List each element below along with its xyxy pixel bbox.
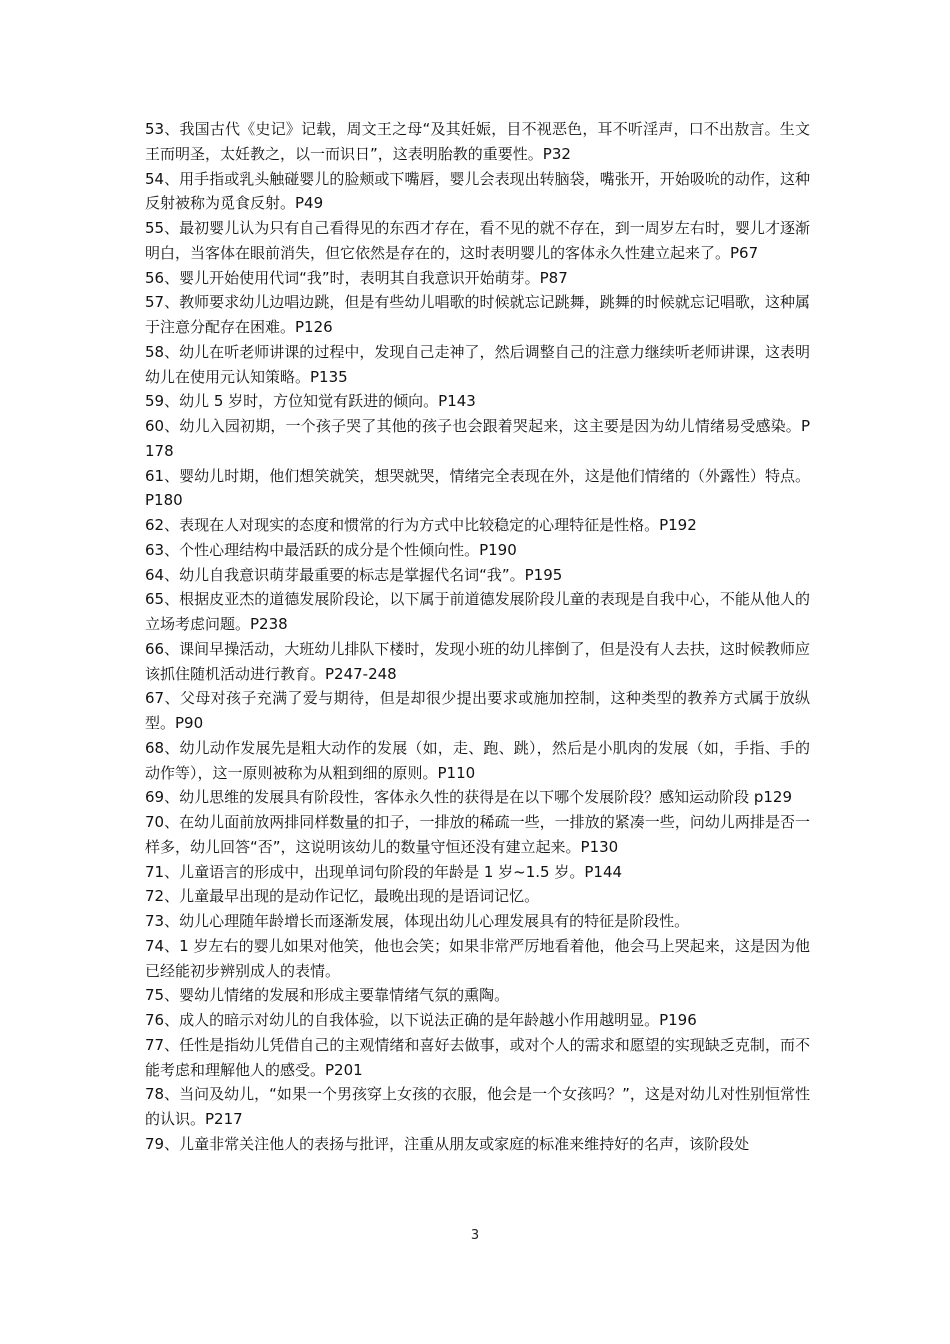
list-item-64: 64、幼儿自我意识萌芽最重要的标志是掌握代名词“我”。P195 xyxy=(145,565,563,584)
list-item-57: 57、教师要求幼儿边唱边跳，但是有些幼儿唱歌的时候就忘记跳舞，跳舞的时候就忘记唱歌，这种属于注意分配存在困难。P126 xyxy=(145,293,810,336)
list-item-62: 62、表现在人对现实的态度和惯常的行为方式中比较稳定的心理特征是性格。P192 xyxy=(145,516,697,534)
list-item-72: 72、儿童最早出现的是动作记忆，最晚出现的是语词记忆。 xyxy=(145,887,540,906)
list-item-79: 79、儿童非常关注他人的表扬与批评，注重从朋友或家庭的标准来维持好的名声，该阶段处 xyxy=(145,1134,750,1153)
list-item-78: 78、当问及幼儿，“如果一个男孩穿上女孩的衣服，他会是一个女孩吗？”，这是对幼儿对性别恒常性的认识。P217 xyxy=(145,1085,810,1128)
list-item-55: 55、最初婴儿认为只有自己看得见的东西才存在，看不见的就不存在，到一周岁左右时，婴儿才逐渐明白，当客体在眼前消失，但它依然是存在的，这时表明婴儿的客体永久性建立起来了。P67 xyxy=(145,219,810,262)
list-item-54: 54、用手指或乳头触碰婴儿的脸颊或下嘴唇，婴儿会表现出转脑袋，嘴张开，开始吸吮的动作，这种反射被称为觅食反射。P49 xyxy=(145,169,810,213)
list-item-76: 76、成人的暗示对幼儿的自我体验，以下说法正确的是年龄越小作用越明显。P196 xyxy=(145,1011,697,1029)
list-item-69: 69、幼儿思维的发展具有阶段性，客体永久性的获得是在以下哪个发展阶段？感知运动阶段 p129 xyxy=(145,788,793,807)
list-item-65: 65、根据皮亚杰的道德发展阶段论，以下属于前道德发展阶段儿童的表现是自我中心，不能从他人的立场考虑问题。P238 xyxy=(145,590,810,633)
list-item-63: 63、个性心理结构中最活跃的成分是个性倾向性。P190 xyxy=(145,540,517,559)
list-item-67: 67、父母对孩子充满了爱与期待，但是却很少提出要求或施加控制，这种类型的教养方式属于放纵型。P90 xyxy=(145,689,810,732)
list-item-59: 59、幼儿 5 岁时，方位知觉有跃进的倾向。P143 xyxy=(145,392,476,411)
list-item-60: 60、幼儿入园初期，一个孩子哭了其他的孩子也会跟着哭起来，这主要是因为幼儿情绪易受感染。P178 xyxy=(145,417,810,460)
list-item-53: 53、我国古代《史记》记载，周文王之母“及其妊娠，目不视恶色，耳不听淫声，口不出敖言。生文王而明圣，太妊教之，以一而识日”，这表明胎教的重要性。P32 xyxy=(145,120,810,163)
list-item-73: 73、幼儿心理随年龄增长而逐渐发展，体现出幼儿心理发展具有的特征是阶段性。 xyxy=(145,912,690,930)
list-item-58: 58、幼儿在听老师讲课的过程中，发现自己走神了，然后调整自己的注意力继续听老师讲课，这表明幼儿在使用元认知策略。P135 xyxy=(145,342,810,386)
page-number: 3 xyxy=(470,1228,480,1243)
list-item-56: 56、婴儿开始使用代词“我”时，表明其自我意识开始萌芽。P87 xyxy=(145,268,568,287)
list-item-77: 77、任性是指幼儿凭借自己的主观情绪和喜好去做事，或对个人的需求和愿望的实现缺乏克制，而不能考虑和理解他人的感受。P201 xyxy=(145,1035,810,1079)
list-item-70: 70、在幼儿面前放两排同样数量的扣子，一排放的稀疏一些，一排放的紧凑一些，问幼儿两排是否一样多，幼儿回答“否”，这说明该幼儿的数量守恒还没有建立起来。P130 xyxy=(145,813,810,856)
list-item-68: 68、幼儿动作发展先是粗大动作的发展（如，走、跑、跳），然后是小肌肉的发展（如，手指、手的动作等），这一原则被称为从粗到细的原则。P110 xyxy=(145,738,810,782)
question-list xyxy=(145,117,810,1157)
list-item-66: 66、课间早操活动，大班幼儿排队下楼时，发现小班的幼儿摔倒了，但是没有人去扶，这时候教师应该抓住随机活动进行教育。P247-248 xyxy=(145,639,810,683)
list-item-74: 74、1 岁左右的婴儿如果对他笑，他也会笑；如果非常严厉地看着他，他会马上哭起来，这是因为他已经能初步辨别成人的表情。 xyxy=(145,936,810,980)
list-item-61: 61、婴幼儿时期，他们想笑就笑，想哭就哭，情绪完全表现在外，这是他们情绪的（外露性）特点。P180 xyxy=(145,466,810,510)
list-item-71: 71、儿童语言的形成中，出现单词句阶段的年龄是 1 岁~1.5 岁。P144 xyxy=(145,862,623,881)
list-item-75: 75、婴幼儿情绪的发展和形成主要靠情绪气氛的熏陶。 xyxy=(145,986,510,1005)
